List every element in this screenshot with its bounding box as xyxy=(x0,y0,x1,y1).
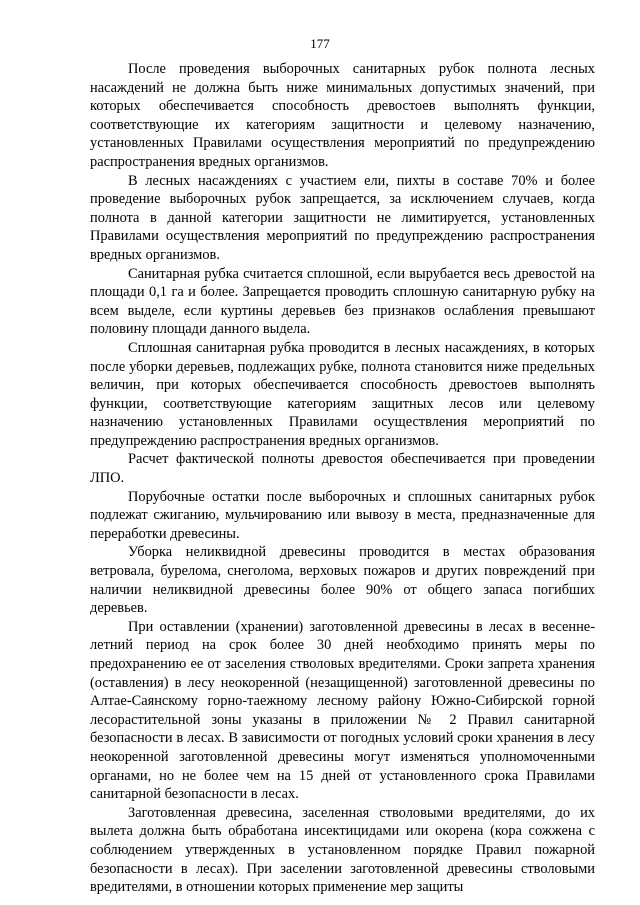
paragraph: Расчет фактической полноты древостоя обеспечивается при проведении ЛПО. xyxy=(90,451,595,487)
paragraph: После проведения выборочных санитарных рубок полнота лесных насаждений не должна быть ниже минимальных допустимых значений, при которых обеспечивается способность древостоев выполнять функции, соответствующие их категориям защитности и целевому назначению, установленных Правилами осуществления мероприятий по предупреждению распространения вредных организмов. xyxy=(90,61,595,170)
paragraph: Уборка неликвидной древесины проводится в местах образования ветровала, бурелома, снеголома, верховых пожаров и других повреждений при наличии неликвидной древесины более 90% от общего запаса погибших деревьев. xyxy=(90,544,595,617)
paragraph: При оставлении (хранении) заготовленной древесины в лесах в весенне-летний период на срок более 30 дней необходимо принять меры по предохранению ее от заселения стволовых вредителями. Сроки запрета хранения (оставления) в лесу неокоренной (незащищенной) заготовленной древесины по Алтае-Саянскому горно-таежному лесному району Южно-Сибирской горной лесорастительной зоны указаны в приложении № 2 Правил санитарной безопасности в лесах. В зависимости от погодных условий сроки хранения в лесу неокоренной заготовленной древесины могут изменяться уполномоченными органами, но не более чем на 15 дней от установленного срока Правилами санитарной безопасности в лесах. xyxy=(90,618,595,803)
paragraph: Сплошная санитарная рубка проводится в лесных насаждениях, в которых после уборки деревьев, подлежащих рубке, полнота становится ниже предельных величин, при которых обеспечивается способность древостоев выполнять функции, соответствующие категориям защитных лесов или целевому назначению установленных Правилами осуществления мероприятий по предупреждению распространения вредных организмов. xyxy=(90,339,595,449)
page-number: 177 xyxy=(310,36,330,51)
paragraph: В лесных насаждениях с участием ели, пихты в составе 70% и более проведение выборочных рубок запрещается, за исключением случаев, когда полнота в данной категории защитности не лимитируется, установленных Правилами осуществления мероприятий по предупреждению распространения вредных организмов. xyxy=(90,172,595,263)
paragraph: Санитарная рубка считается сплошной, если вырубается весь древостой на площади 0,1 га и более. Запрещается проводить сплошную санитарную рубку на всем выделе, если куртины деревьев без признаков ослабления превышают половину площади данного выдела. xyxy=(90,265,595,338)
paragraph: Заготовленная древесина, заселенная стволовыми вредителями, до их вылета должна быть обработана инсектицидами или окорена (кора сожжена с соблюдением утвержденных в установленном порядке Правил пожарной безопасности в лесах). При заселении заготовленной древесины стволовыми вредителями, в отношении которых применение мер защиты xyxy=(90,804,595,896)
paragraph: Порубочные остатки после выборочных и сплошных санитарных рубок подлежат сжиганию, мульчированию или вывозу в места, предназначенные для переработки древесины. xyxy=(90,488,595,542)
document-body xyxy=(90,60,595,897)
